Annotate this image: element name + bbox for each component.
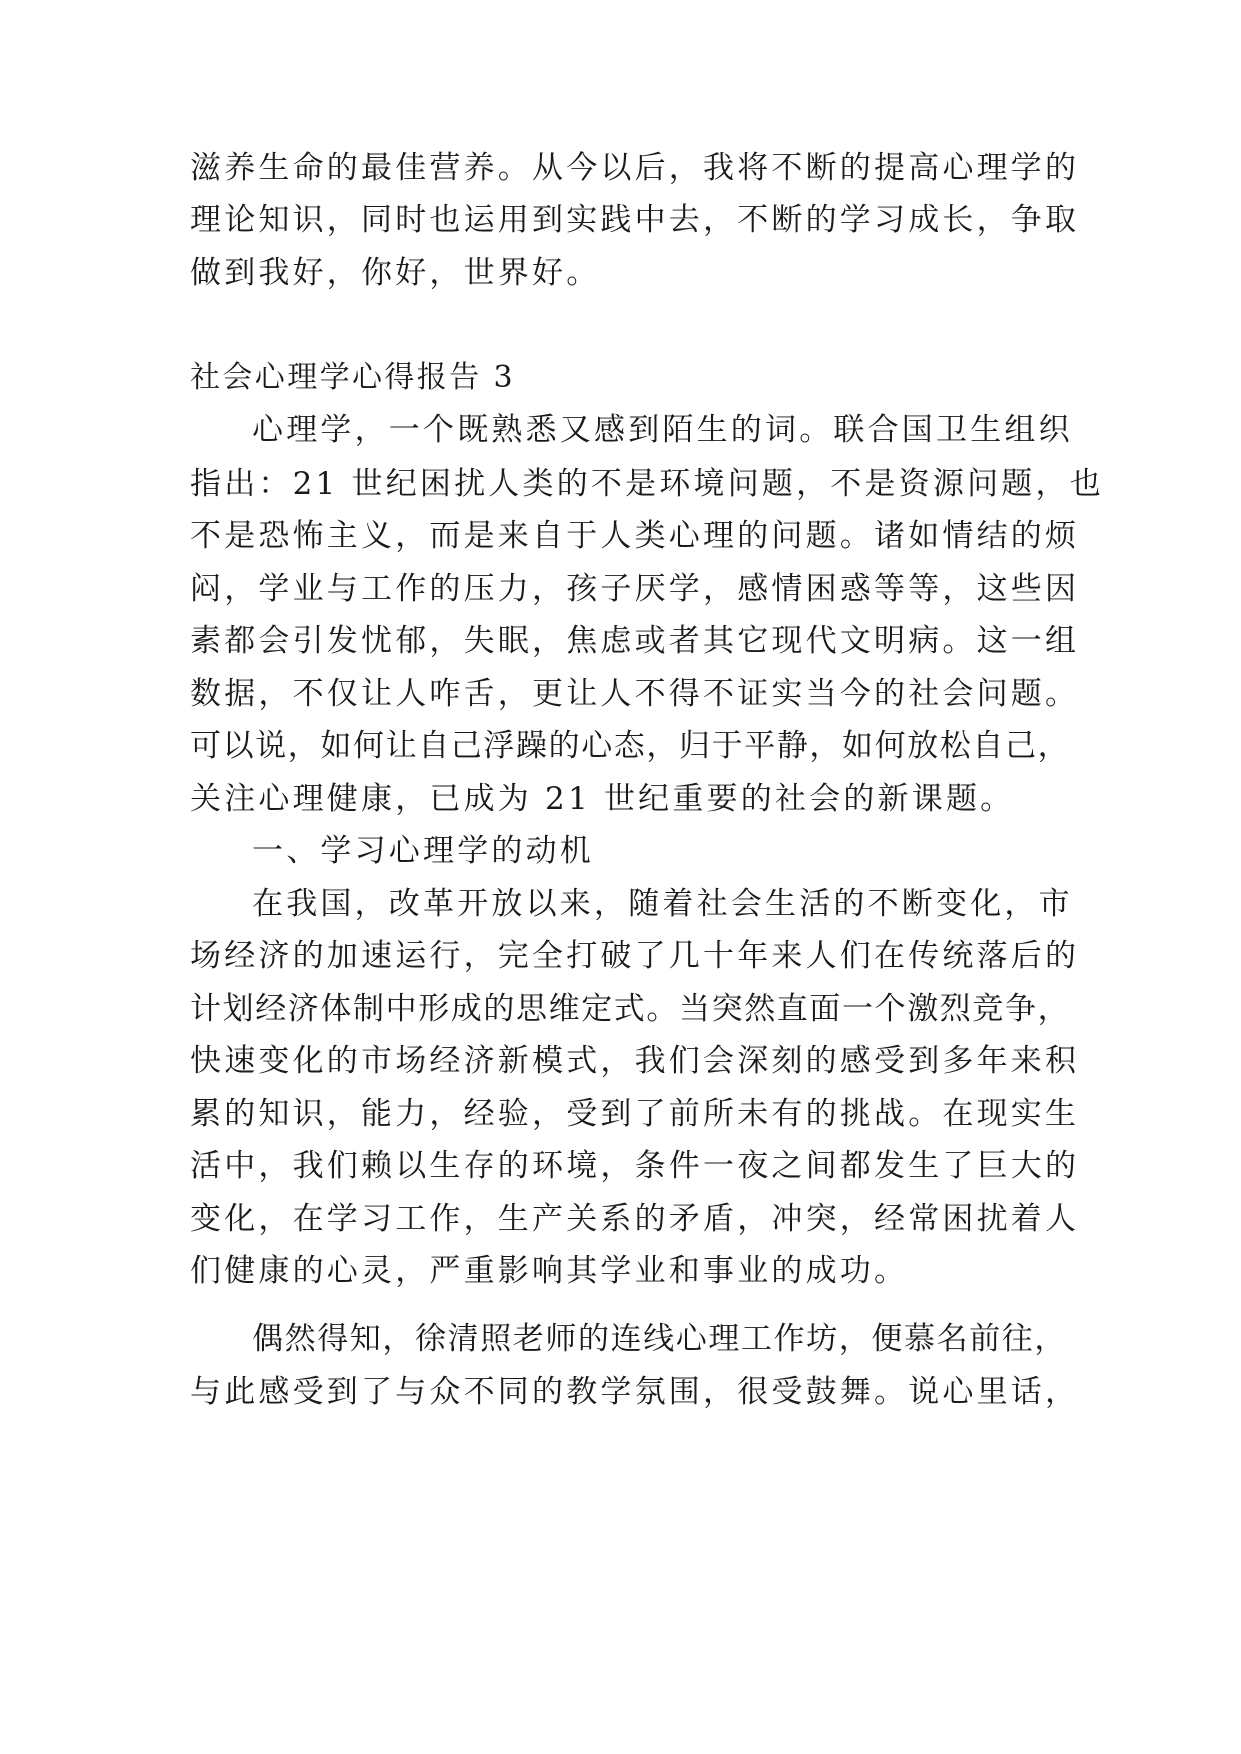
section-title: 社会心理学心得报告 3: [190, 360, 516, 395]
para1-line-6: 数据，不仅让人咋舌，更让人不得不证实当今的社会问题。: [190, 676, 1080, 712]
para1-line-1: 心理学，一个既熟悉又感到陌生的词。联合国卫生组织: [252, 412, 1073, 448]
para1-line-8: 关注心理健康，已成为 21 世纪重要的社会的新课题。: [190, 781, 1015, 817]
para2-line-5: 累的知识，能力，经验，受到了前所未有的挑战。在现实生: [190, 1096, 1080, 1132]
para1-line-7: 可以说，如何让自己浮躁的心态，归于平静，如何放松自己，: [190, 728, 1071, 764]
para2-line-7: 变化，在学习工作，生产关系的矛盾，冲突，经常困扰着人: [190, 1201, 1080, 1237]
para1-line-3: 不是恐怖主义，而是来自于人类心理的问题。诸如情结的烦: [190, 518, 1080, 554]
para2-line-6: 活中，我们赖以生存的环境，条件一夜之间都发生了巨大的: [190, 1148, 1080, 1184]
intro-line-1: 滋养生命的最佳营养。从今以后，我将不断的提高心理学的: [190, 150, 1080, 186]
para2-line-3: 计划经济体制中形成的思维定式。当突然直面一个激烈竞争，: [190, 991, 1071, 1027]
subheading: 一、学习心理学的动机: [252, 833, 594, 869]
intro-line-2: 理论知识，同时也运用到实践中去，不断的学习成长，争取: [190, 202, 1080, 238]
para1-line-2: 指出：21 世纪困扰人类的不是环境问题，不是资源问题，也: [190, 466, 1104, 502]
para3-line-2: 与此感受到了与众不同的教学氛围，很受鼓舞。说心里话，: [190, 1374, 1080, 1410]
intro-line-3: 做到我好，你好，世界好。: [190, 255, 601, 291]
para1-line-4: 闷，学业与工作的压力，孩子厌学，感情困惑等等，这些因: [190, 571, 1080, 607]
para1-line-5: 素都会引发忧郁，失眠，焦虑或者其它现代文明病。这一组: [190, 623, 1080, 659]
para3-line-1: 偶然得知，徐清照老师的连线心理工作坊，便慕名前往，: [252, 1321, 1067, 1357]
para2-line-1: 在我国，改革开放以来，随着社会生活的不断变化，市: [252, 886, 1073, 922]
para2-line-8: 们健康的心灵，严重影响其学业和事业的成功。: [190, 1253, 909, 1289]
para2-line-4: 快速变化的市场经济新模式，我们会深刻的感受到多年来积: [190, 1043, 1080, 1079]
para2-line-2: 场经济的加速运行，完全打破了几十年来人们在传统落后的: [190, 938, 1080, 974]
